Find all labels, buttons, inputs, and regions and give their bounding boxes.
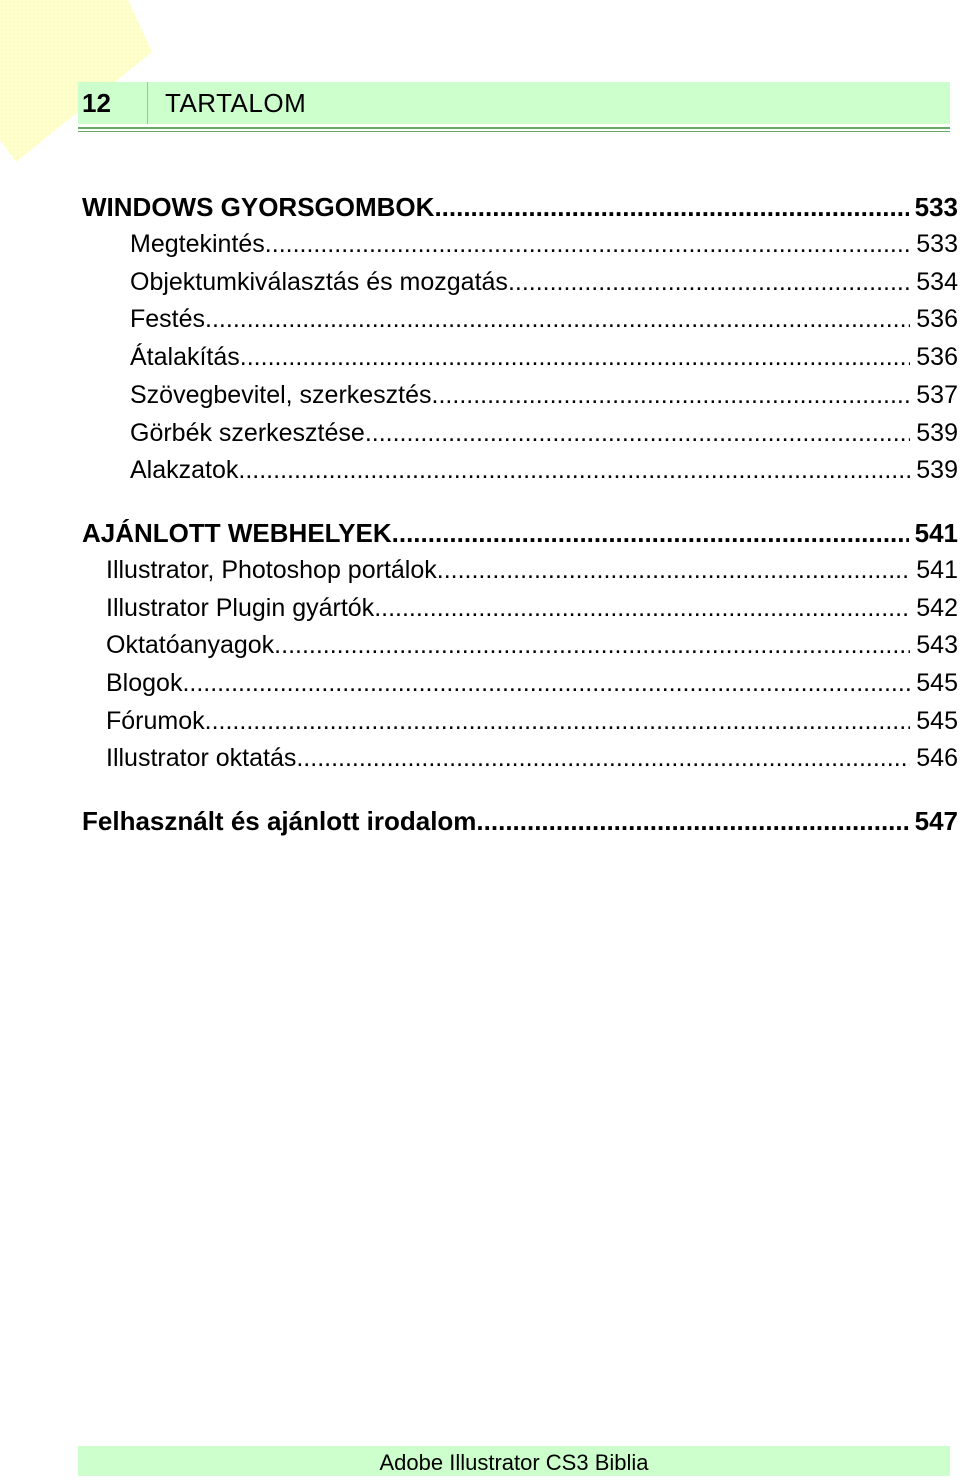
page-header <box>78 82 950 124</box>
dot-leader <box>296 740 910 778</box>
toc-page-number: 539 <box>916 456 958 485</box>
toc-chapter-windows[interactable] <box>82 188 958 226</box>
toc-chapter-webhelyek[interactable] <box>82 514 958 552</box>
toc-item[interactable] <box>82 703 958 741</box>
dot-leader <box>476 802 908 840</box>
dot-leader <box>182 665 910 703</box>
toc-page-number: 539 <box>916 418 958 447</box>
toc-item-label: Objektumkiválasztás és mozgatás <box>130 267 508 296</box>
toc-item-label: Illustrator Plugin gyártók <box>106 593 375 622</box>
dot-leader <box>205 301 910 339</box>
toc-item[interactable] <box>82 590 958 628</box>
toc-chapter-label: Felhasznált és ajánlott irodalom <box>82 806 477 837</box>
toc-item[interactable] <box>82 415 958 453</box>
toc-page-number: 536 <box>916 343 958 372</box>
toc-item-label: Illustrator oktatás <box>106 744 297 773</box>
dot-leader <box>437 552 911 590</box>
toc-item[interactable] <box>82 339 958 377</box>
toc-page-number: 545 <box>916 669 958 698</box>
toc-page-number: 533 <box>916 230 958 258</box>
toc-page-number: 542 <box>916 593 958 622</box>
toc-item-label: Blogok <box>106 669 183 698</box>
dot-leader <box>238 452 910 490</box>
page-number: 12 <box>78 82 148 124</box>
dot-leader <box>392 514 909 552</box>
dot-leader <box>265 226 910 264</box>
toc-item[interactable] <box>82 226 958 264</box>
header-rule <box>78 127 950 129</box>
toc-item-label: Alakzatok <box>130 456 239 485</box>
toc-item-label: Megtekintés <box>130 230 265 258</box>
toc-page-number: 541 <box>916 555 958 584</box>
toc-item[interactable] <box>82 627 958 665</box>
toc-page-number: 534 <box>916 267 958 296</box>
toc-page-number: 533 <box>914 192 958 222</box>
toc-item[interactable] <box>82 552 958 590</box>
toc-item[interactable] <box>82 377 958 415</box>
dot-leader <box>434 188 908 226</box>
dot-leader <box>205 703 911 741</box>
toc-item-label: Illustrator, Photoshop portálok <box>106 555 437 584</box>
toc-item-label: Fórumok <box>106 706 205 735</box>
toc-page-number: 536 <box>916 305 958 334</box>
toc-chapter-irodalom[interactable] <box>82 802 958 840</box>
toc-page-number: 543 <box>916 631 958 660</box>
header-rule-thin <box>78 131 950 132</box>
section-title: TARTALOM <box>165 87 307 118</box>
section-gap <box>82 490 958 514</box>
dot-leader <box>508 264 910 302</box>
toc-chapter-label: AJÁNLOTT WEBHELYEK <box>82 517 392 548</box>
table-of-contents <box>82 188 958 840</box>
section-gap <box>82 778 958 802</box>
dot-leader <box>274 627 910 665</box>
toc-item[interactable] <box>82 264 958 302</box>
toc-page-number: 541 <box>914 517 958 548</box>
dot-leader <box>240 339 911 377</box>
dot-leader <box>432 377 911 415</box>
dot-leader <box>365 415 910 453</box>
page-footer: Adobe Illustrator CS3 Biblia <box>78 1446 950 1476</box>
toc-item[interactable] <box>82 740 958 778</box>
dot-leader <box>374 590 910 628</box>
toc-item-label: Festés <box>130 305 206 334</box>
toc-page-number: 537 <box>916 380 958 409</box>
toc-item-label: Oktatóanyagok <box>106 631 275 660</box>
toc-page-number: 547 <box>914 806 958 837</box>
toc-item-label: Átalakítás <box>130 343 240 372</box>
toc-item[interactable] <box>82 452 958 490</box>
toc-chapter-label: WINDOWS GYORSGOMBOK <box>82 192 435 222</box>
toc-page-number: 546 <box>916 744 958 773</box>
toc-item-label: Szövegbevitel, szerkesztés <box>130 380 432 409</box>
toc-item[interactable] <box>82 665 958 703</box>
toc-item-label: Görbék szerkesztése <box>130 418 365 447</box>
toc-item[interactable] <box>82 301 958 339</box>
toc-page-number: 545 <box>916 706 958 735</box>
